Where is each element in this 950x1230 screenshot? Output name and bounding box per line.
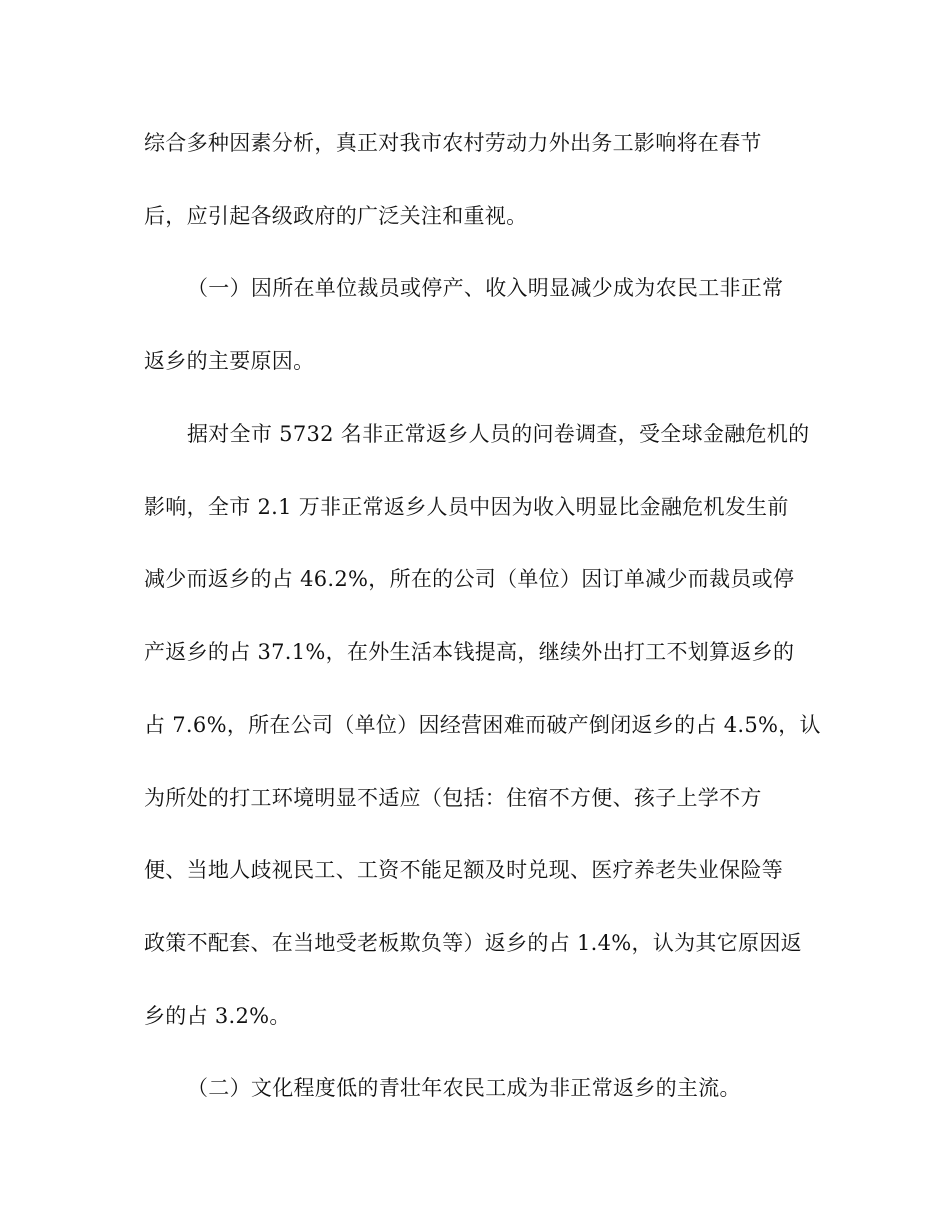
- text-line: 综合多种因素分析，真正对我市农村劳动力外出务工影响将在春节: [144, 131, 762, 155]
- text-line: 政策不配套、在当地受老板欺负等）返乡的占 1.4%，认为其它原因返: [144, 931, 802, 955]
- text-line: 便、当地人歧视民工、工资不能足额及时兑现、医疗养老失业保险等: [144, 858, 783, 882]
- section-heading: （一）因所在单位裁员或停产、收入明显减少成为农民工非正常: [187, 276, 784, 300]
- text-line: 为所处的打工环境明显不适应（包括：住宿不方便、孩子上学不方: [144, 786, 762, 810]
- text-line: 乡的占 3.2%。: [144, 1004, 291, 1028]
- text-line: 占 7.6%，所在公司（单位）因经营困难而破产倒闭返乡的占 4.5%，认: [144, 713, 821, 737]
- section-heading: （二）文化程度低的青壮年农民工成为非正常返乡的主流。: [187, 1076, 741, 1100]
- text-line: 产返乡的占 37.1%，在外生活本钱提高，继续外出打工不划算返乡的: [144, 640, 795, 664]
- text-line: 减少而返乡的占 46.2%，所在的公司（单位）因订单减少而裁员或停: [144, 567, 795, 591]
- text-line: 影响，全市 2.1 万非正常返乡人员中因为收入明显比金融危机发生前: [144, 495, 789, 519]
- text-line: 后，应引起各级政府的广泛关注和重视。: [144, 204, 528, 228]
- text-line: 据对全市 5732 名非正常返乡人员的问卷调查，受全球金融危机的: [187, 422, 810, 446]
- text-line: 返乡的主要原因。: [144, 349, 315, 373]
